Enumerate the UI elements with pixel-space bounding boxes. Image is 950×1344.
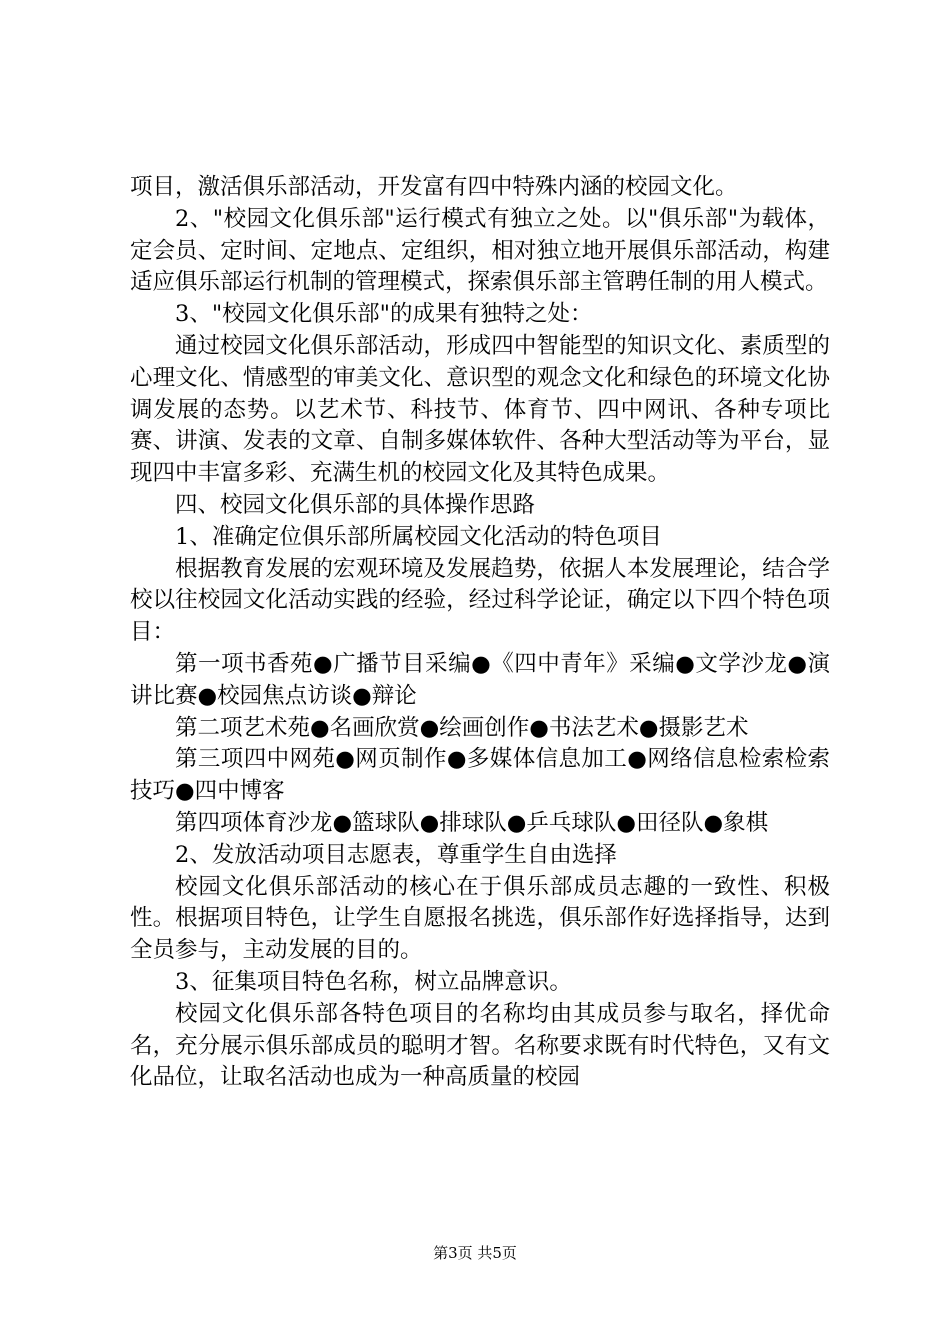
paragraph-2: 2、"校园文化俱乐部"运行模式有独立之处。以"俱乐部"为载体，定会员、定时间、定地点、定组织，相对独立地开展俱乐部活动，构建适应俱乐部运行机制的管理模式，探索俱乐部主管聘任制的用人模式。: [130, 205, 830, 296]
paragraph-7: 根据教育发展的宏观环境及发展趋势，依据人本发展理论，结合学校以往校园文化活动实践的经验，经过科学论证，确定以下四个特色项目：: [130, 555, 830, 646]
project-item-2: 第二项艺术苑●名画欣赏●绘画创作●书法艺术●摄影艺术: [175, 714, 749, 741]
subheading-1: 1、准确定位俱乐部所属校园文化活动的特色项目: [175, 523, 662, 550]
paragraph-15: 校园文化俱乐部各特色项目的名称均由其成员参与取名，择优命名，充分展示俱乐部成员的聪明才智。名称要求既有时代特色，又有文化品位，让取名活动也成为一种高质量的校园: [130, 1000, 830, 1091]
document-body: [130, 172, 830, 1094]
page-number: 第3页 共5页: [433, 1244, 517, 1262]
section-heading-4: 四、校园文化俱乐部的具体操作思路: [175, 491, 536, 518]
paragraph-4: 通过校园文化俱乐部活动，形成四中智能型的知识文化、素质型的心理文化、情感型的审美文化、意识型的观念文化和绿色的环境文化协调发展的态势。以艺术节、科技节、体育节、四中网讯、各种专项比赛、讲演、发表的文章、自制多媒体软件、各种大型活动等为平台，显现四中丰富多彩、充满生机的校园文化及其特色成果。: [130, 332, 830, 487]
project-item-3: 第三项四中网苑●网页制作●多媒体信息加工●网络信息检索检索技巧●四中博客: [130, 746, 830, 805]
paragraph-1: 项目，激活俱乐部活动，开发富有四中特殊内涵的校园文化。: [130, 174, 738, 200]
subheading-2: 2、发放活动项目志愿表，尊重学生自由选择: [175, 841, 617, 868]
project-item-1: 第一项书香苑●广播节目采编●《四中青年》采编●文学沙龙●演讲比赛●校园焦点访谈●辩论: [130, 650, 830, 709]
subheading-3: 3、征集项目特色名称，树立品牌意识。: [175, 968, 572, 995]
paragraph-3: 3、"校园文化俱乐部"的成果有独特之处：: [175, 301, 593, 328]
project-item-4: 第四项体育沙龙●篮球队●排球队●乒乓球队●田径队●象棋: [175, 809, 769, 836]
paragraph-13: 校园文化俱乐部活动的核心在于俱乐部成员志趣的一致性、积极性。根据项目特色，让学生自愿报名挑选，俱乐部作好选择指导，达到全员参与，主动发展的目的。: [130, 873, 830, 964]
